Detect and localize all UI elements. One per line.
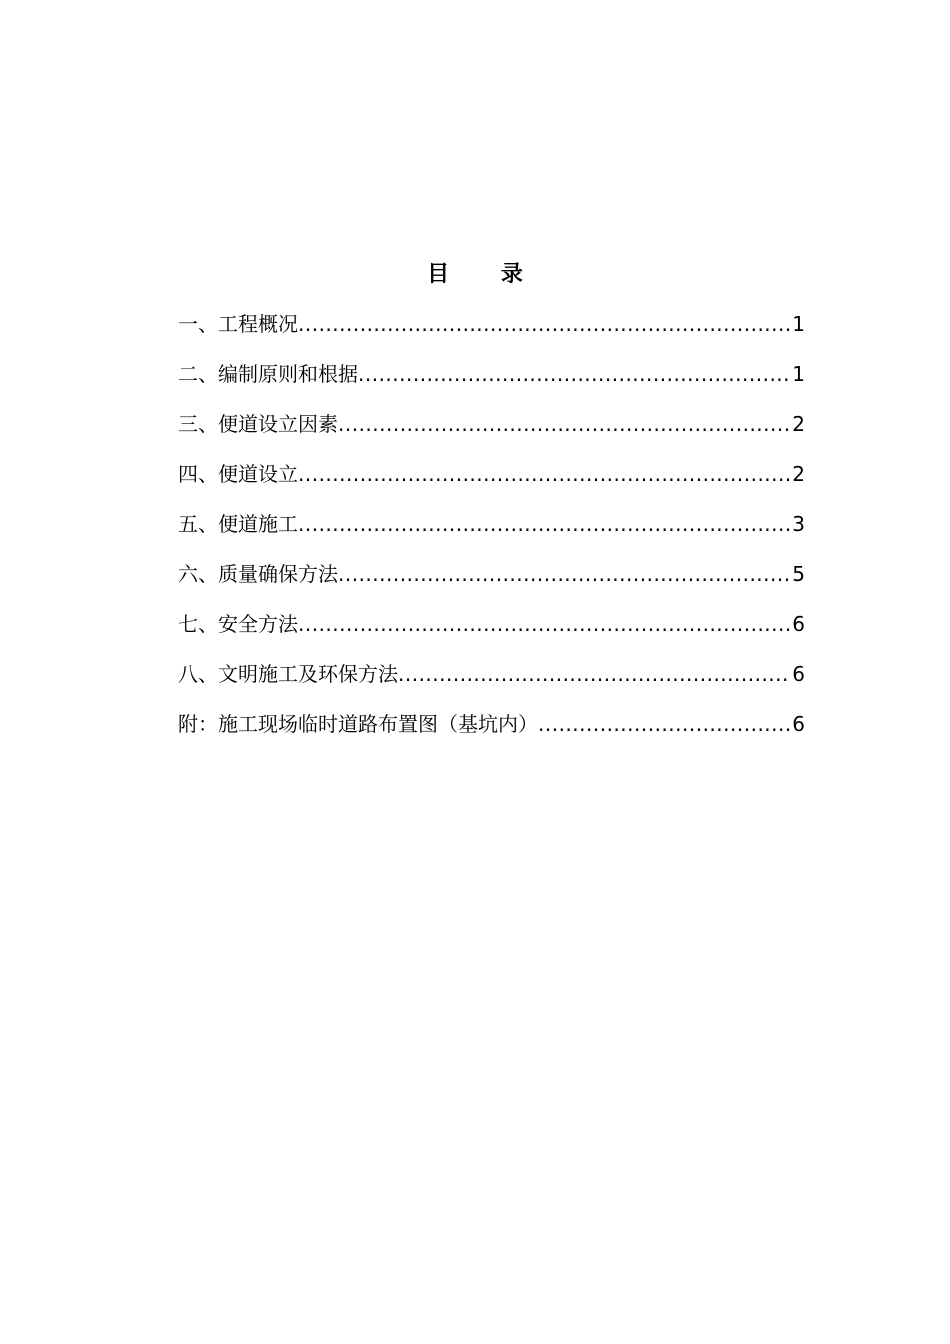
toc-dot-leader [538, 707, 790, 741]
toc-entry-7[interactable] [178, 607, 805, 657]
toc-entry-1[interactable] [178, 307, 805, 357]
toc-entry-4[interactable] [178, 457, 805, 507]
toc-entry-3[interactable] [178, 407, 805, 457]
toc-dot-leader [338, 407, 790, 441]
toc-page-number: 1 [792, 362, 805, 386]
toc-title: 目 录 [427, 262, 545, 287]
toc-dot-leader [338, 557, 790, 591]
toc-entry-text: 三、便道设立因素 [178, 412, 338, 436]
toc-entry-text: 六、质量确保方法 [178, 562, 338, 586]
toc-page-number: 5 [792, 562, 805, 586]
toc-dot-leader [358, 357, 790, 391]
toc-dot-leader [298, 307, 790, 341]
toc-page-number: 3 [792, 512, 805, 536]
toc-entry-text: 附：施工现场临时道路布置图（基坑内） [178, 712, 538, 736]
toc-dot-leader [298, 607, 790, 641]
toc-entry-text: 二、编制原则和根据 [178, 362, 358, 386]
toc-entry-8[interactable] [178, 657, 805, 707]
toc-entry-text: 七、安全方法 [178, 612, 298, 636]
toc-entry-text: 一、工程概况 [178, 312, 298, 336]
toc-page-number: 2 [792, 462, 805, 486]
toc-entry-5[interactable] [178, 507, 805, 557]
toc-page-number: 1 [792, 312, 805, 336]
toc-entry-2[interactable] [178, 357, 805, 407]
toc-entry-text: 四、便道设立 [178, 462, 298, 486]
toc-dot-leader [298, 507, 790, 541]
toc-entry-9[interactable] [178, 707, 805, 757]
toc-dot-leader [298, 457, 790, 491]
toc-page-number: 6 [792, 662, 805, 686]
toc-page-number: 2 [792, 412, 805, 436]
toc-entry-text: 五、便道施工 [178, 512, 298, 536]
toc-entry-6[interactable] [178, 557, 805, 607]
toc-page-number: 6 [792, 612, 805, 636]
toc-page-number: 6 [792, 712, 805, 736]
toc-entry-text: 八、文明施工及环保方法 [178, 662, 398, 686]
toc-dot-leader [398, 657, 790, 691]
table-of-contents [178, 307, 805, 757]
